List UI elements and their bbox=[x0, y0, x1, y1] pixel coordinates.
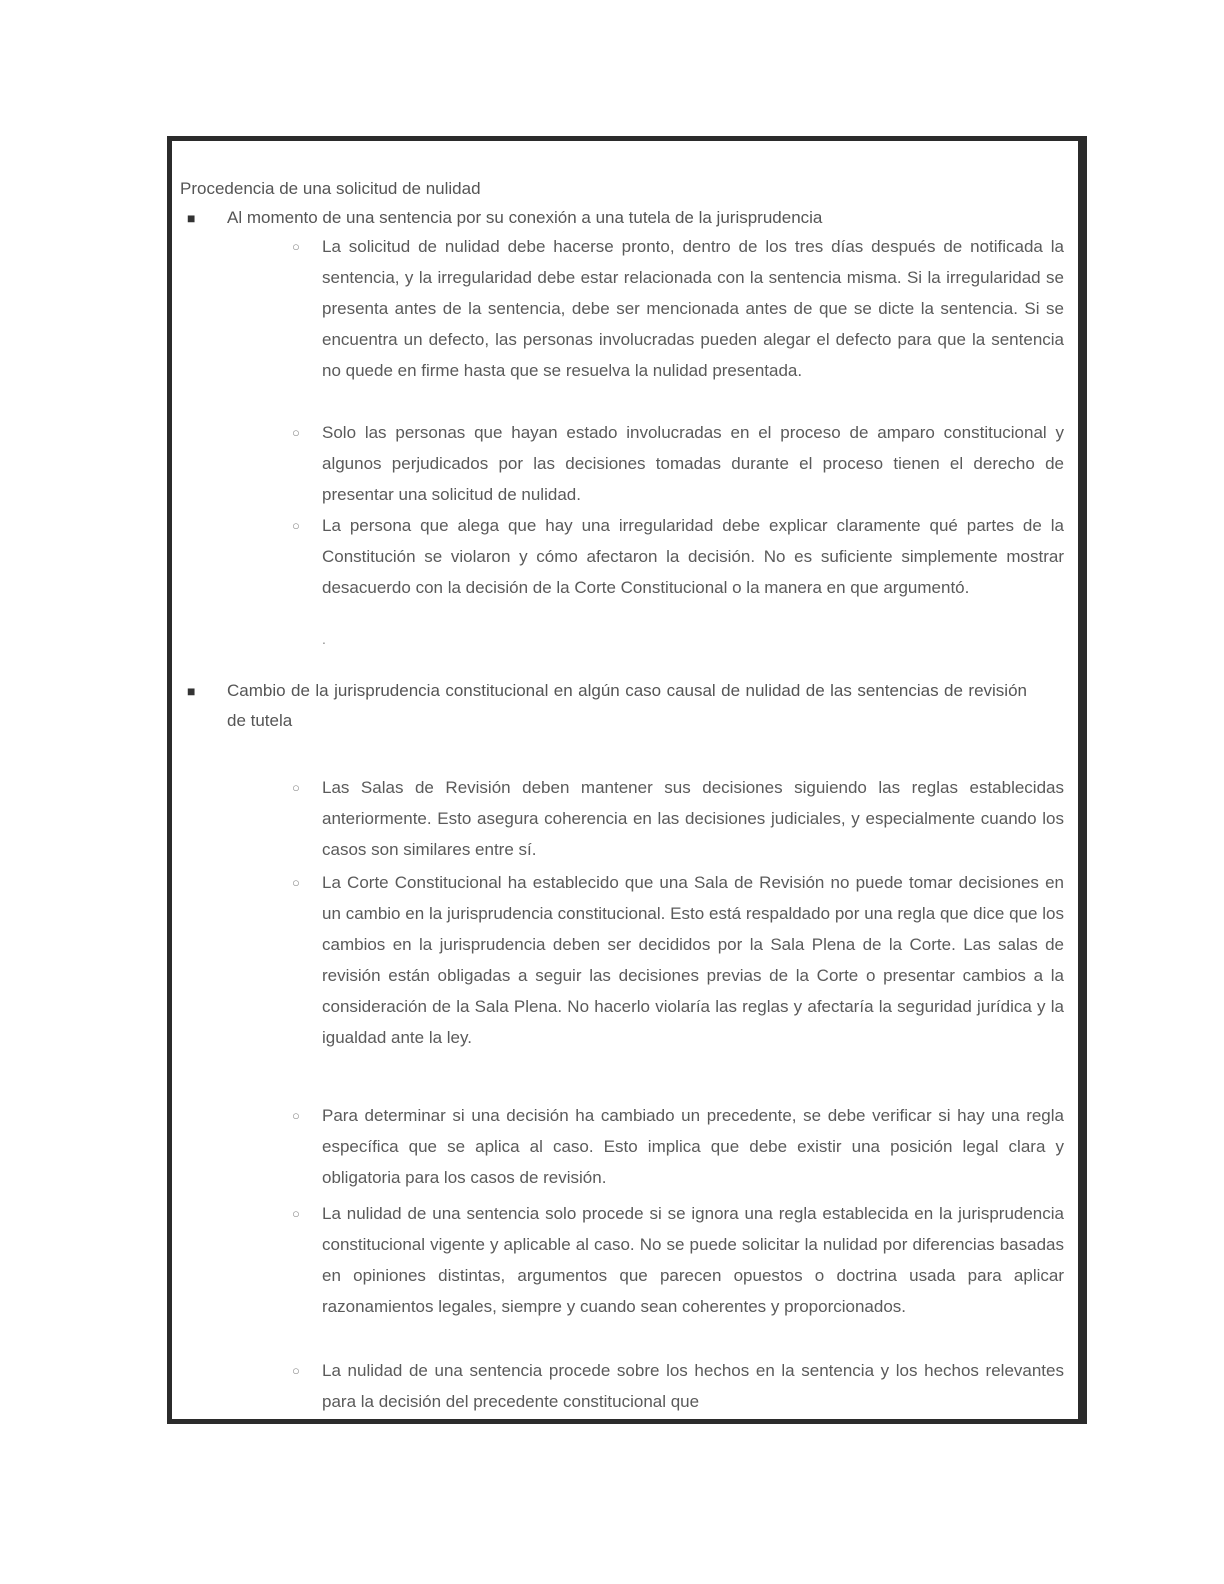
section-text: Al momento de una sentencia por su conexión a una tutela de la jurisprudencia bbox=[227, 208, 823, 227]
item-text: Solo las personas que hayan estado involucradas en el proceso de amparo constitucional y algunos perjudicados por las decisiones tomadas durante el proceso tienen el derecho de presentar una solicitud de nulidad. bbox=[322, 423, 1064, 504]
list-item-level2 bbox=[292, 1198, 1064, 1322]
list-item-level1 bbox=[187, 203, 1057, 233]
hollow-bullet-icon: ○ bbox=[292, 1108, 300, 1123]
bullet-icon: ■ bbox=[187, 683, 196, 699]
list-item-level2 bbox=[292, 867, 1064, 1053]
item-text: La solicitud de nulidad debe hacerse pronto, dentro de los tres días después de notificada la sentencia, y la irregularidad debe estar relacionada con la sentencia misma. Si la irregularidad se presenta antes de la sentencia, debe ser mencionada antes de que se dicte la sentencia. Si se encuentra un defecto, las personas involucradas pueden alegar el defecto para que la sentencia no quede en firme hasta que se resuelva la nulidad presentada. bbox=[322, 237, 1064, 380]
bullet-icon: ■ bbox=[187, 210, 196, 226]
hollow-bullet-icon: ○ bbox=[292, 425, 300, 440]
hollow-bullet-icon: ○ bbox=[292, 518, 300, 533]
spacer-mark: . bbox=[322, 631, 326, 647]
item-text: La Corte Constitucional ha establecido que una Sala de Revisión no puede tomar decisiones en un cambio en la jurisprudencia constitucional. Esto está respaldado por una regla que dice que los cambios en la jurisprudencia deben ser decididos por la Sala Plena de la Corte. Las salas de revisión están obligadas a seguir las decisiones previas de la Corte o presentar cambios a la consideración de la Sala Plena. No hacerlo violaría las reglas y afectaría la seguridad jurídica y la igualdad ante la ley. bbox=[322, 873, 1064, 1047]
list-item-level2 bbox=[292, 1100, 1064, 1193]
list-item-level2 bbox=[292, 1355, 1064, 1417]
list-item-level2 bbox=[292, 510, 1064, 603]
item-text: Para determinar si una decisión ha cambiado un precedente, se debe verificar si hay una regla específica que se aplica al caso. Esto implica que debe existir una posición legal clara y obligatoria para los casos de revisión. bbox=[322, 1106, 1064, 1187]
list-item-level2 bbox=[292, 417, 1064, 510]
list-item-level2 bbox=[292, 231, 1064, 386]
item-text: La nulidad de una sentencia solo procede si se ignora una regla establecida en la jurisprudencia constitucional vigente y aplicable al caso. No se puede solicitar la nulidad por diferencias basadas en opiniones distintas, argumentos que parecen opuestos o doctrina usada para aplicar razonamientos legales, siempre y cuando sean coherentes y proporcionados. bbox=[322, 1204, 1064, 1316]
list-item-level2 bbox=[292, 772, 1064, 865]
hollow-bullet-icon: ○ bbox=[292, 1363, 300, 1378]
hollow-bullet-icon: ○ bbox=[292, 1206, 300, 1221]
item-text: La persona que alega que hay una irregularidad debe explicar claramente qué partes de la Constitución se violaron y cómo afectaron la decisión. No es suficiente simplemente mostrar desacuerdo con la decisión de la Corte Constitucional o la manera en que argumentó. bbox=[322, 516, 1064, 597]
item-text: Las Salas de Revisión deben mantener sus decisiones siguiendo las reglas establecidas anteriormente. Esto asegura coherencia en las decisiones judiciales, y especialmente cuando los casos son similares entre sí. bbox=[322, 778, 1064, 859]
hollow-bullet-icon: ○ bbox=[292, 780, 300, 795]
list-item-level1 bbox=[187, 676, 1027, 736]
hollow-bullet-icon: ○ bbox=[292, 239, 300, 254]
item-text: La nulidad de una sentencia procede sobre los hechos en la sentencia y los hechos relevantes para la decisión del precedente constitucional que bbox=[322, 1361, 1064, 1411]
document-page-frame bbox=[167, 136, 1087, 1424]
document-heading: Procedencia de una solicitud de nulidad bbox=[180, 179, 481, 198]
hollow-bullet-icon: ○ bbox=[292, 875, 300, 890]
section-text: Cambio de la jurisprudencia constitucional en algún caso causal de nulidad de las sentencias de revisión de tutela bbox=[227, 681, 1027, 730]
